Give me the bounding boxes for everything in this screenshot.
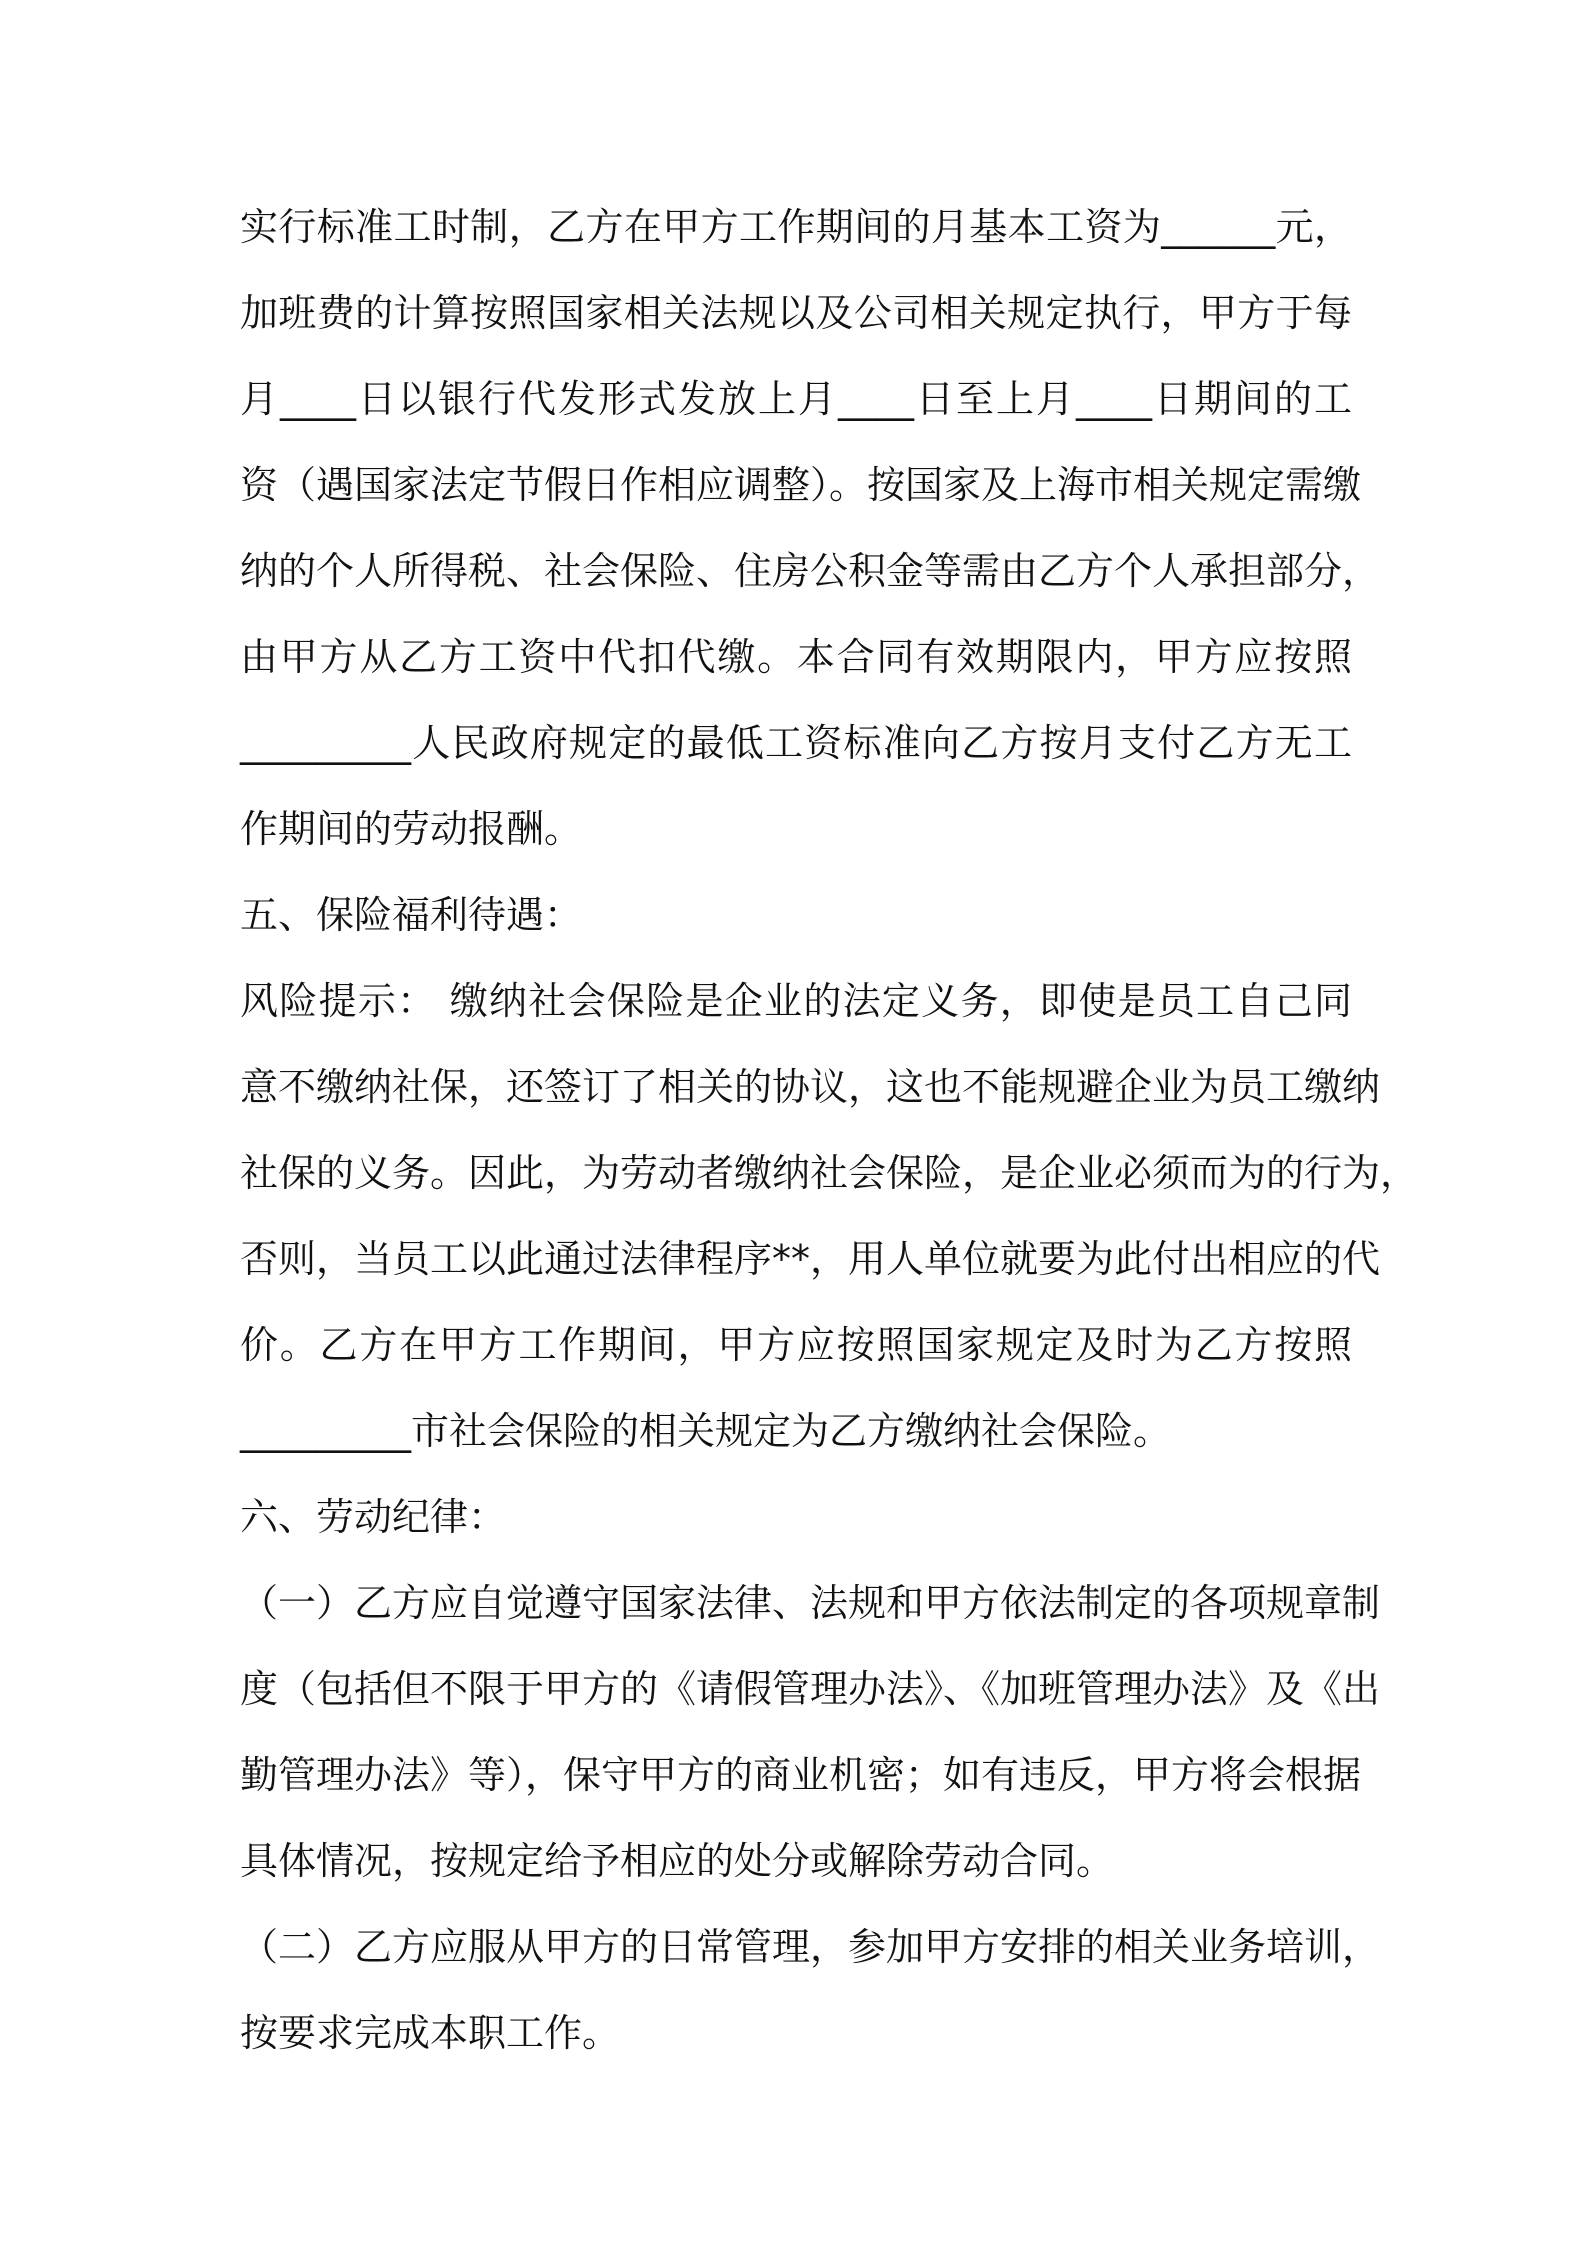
paragraph-line: _________市社会保险的相关规定为乙方缴纳社会保险。 (240, 1409, 1172, 1453)
paragraph-line: （二）乙方应服从甲方的日常管理，参加甲方安排的相关业务培训， (240, 1925, 1381, 1969)
paragraph-line: _________人民政府规定的最低工资标准向乙方按月支付乙方无工 (240, 721, 1352, 765)
paragraph-line: 意不缴纳社保，还签订了相关的协议，这也不能规避企业为员工缴纳 (240, 1065, 1381, 1109)
paragraph-line: 由甲方从乙方工资中代扣代缴。本合同有效期限内，甲方应按照 (240, 635, 1352, 679)
section-heading: 五、保险福利待遇： (240, 893, 583, 937)
paragraph-line: 资（遇国家法定节假日作相应调整）。按国家及上海市相关规定需缴 (240, 463, 1362, 507)
paragraph-line: 加班费的计算按照国家相关法规以及公司相关规定执行，甲方于每 (240, 291, 1352, 335)
paragraph-line: 纳的个人所得税、社会保险、住房公积金等需由乙方个人承担部分， (240, 549, 1381, 593)
paragraph-line: 作期间的劳动报酬。 (240, 807, 583, 851)
risk-notice-line: 风险提示： 缴纳社会保险是企业的法定义务，即使是员工自己同 (240, 979, 1352, 1023)
paragraph-line: 否则，当员工以此通过法律程序**，用人单位就要为此付出相应的代 (240, 1237, 1381, 1281)
paragraph-line: 具体情况，按规定给予相应的处分或解除劳动合同。 (240, 1839, 1115, 1883)
paragraph-line: 度（包括但不限于甲方的《请假管理办法》、《加班管理办法》及《出 (240, 1667, 1381, 1711)
paragraph-line: 实行标准工时制，乙方在甲方工作期间的月基本工资为______元， (240, 205, 1352, 249)
paragraph-line: 价。乙方在甲方工作期间，甲方应按照国家规定及时为乙方按照 (240, 1323, 1352, 1367)
paragraph-line: 月____日以银行代发形式发放上月____日至上月____日期间的工 (240, 377, 1352, 421)
paragraph-line: 社保的义务。因此，为劳动者缴纳社会保险，是企业必须而为的行为， (240, 1151, 1419, 1195)
paragraph-line: 勤管理办法》等），保守甲方的商业机密；如有违反，甲方将会根据 (240, 1753, 1362, 1797)
paragraph-line: （一）乙方应自觉遵守国家法律、法规和甲方依法制定的各项规章制 (240, 1581, 1381, 1625)
paragraph-line: 按要求完成本职工作。 (240, 2011, 621, 2055)
section-heading: 六、劳动纪律： (240, 1495, 507, 1539)
